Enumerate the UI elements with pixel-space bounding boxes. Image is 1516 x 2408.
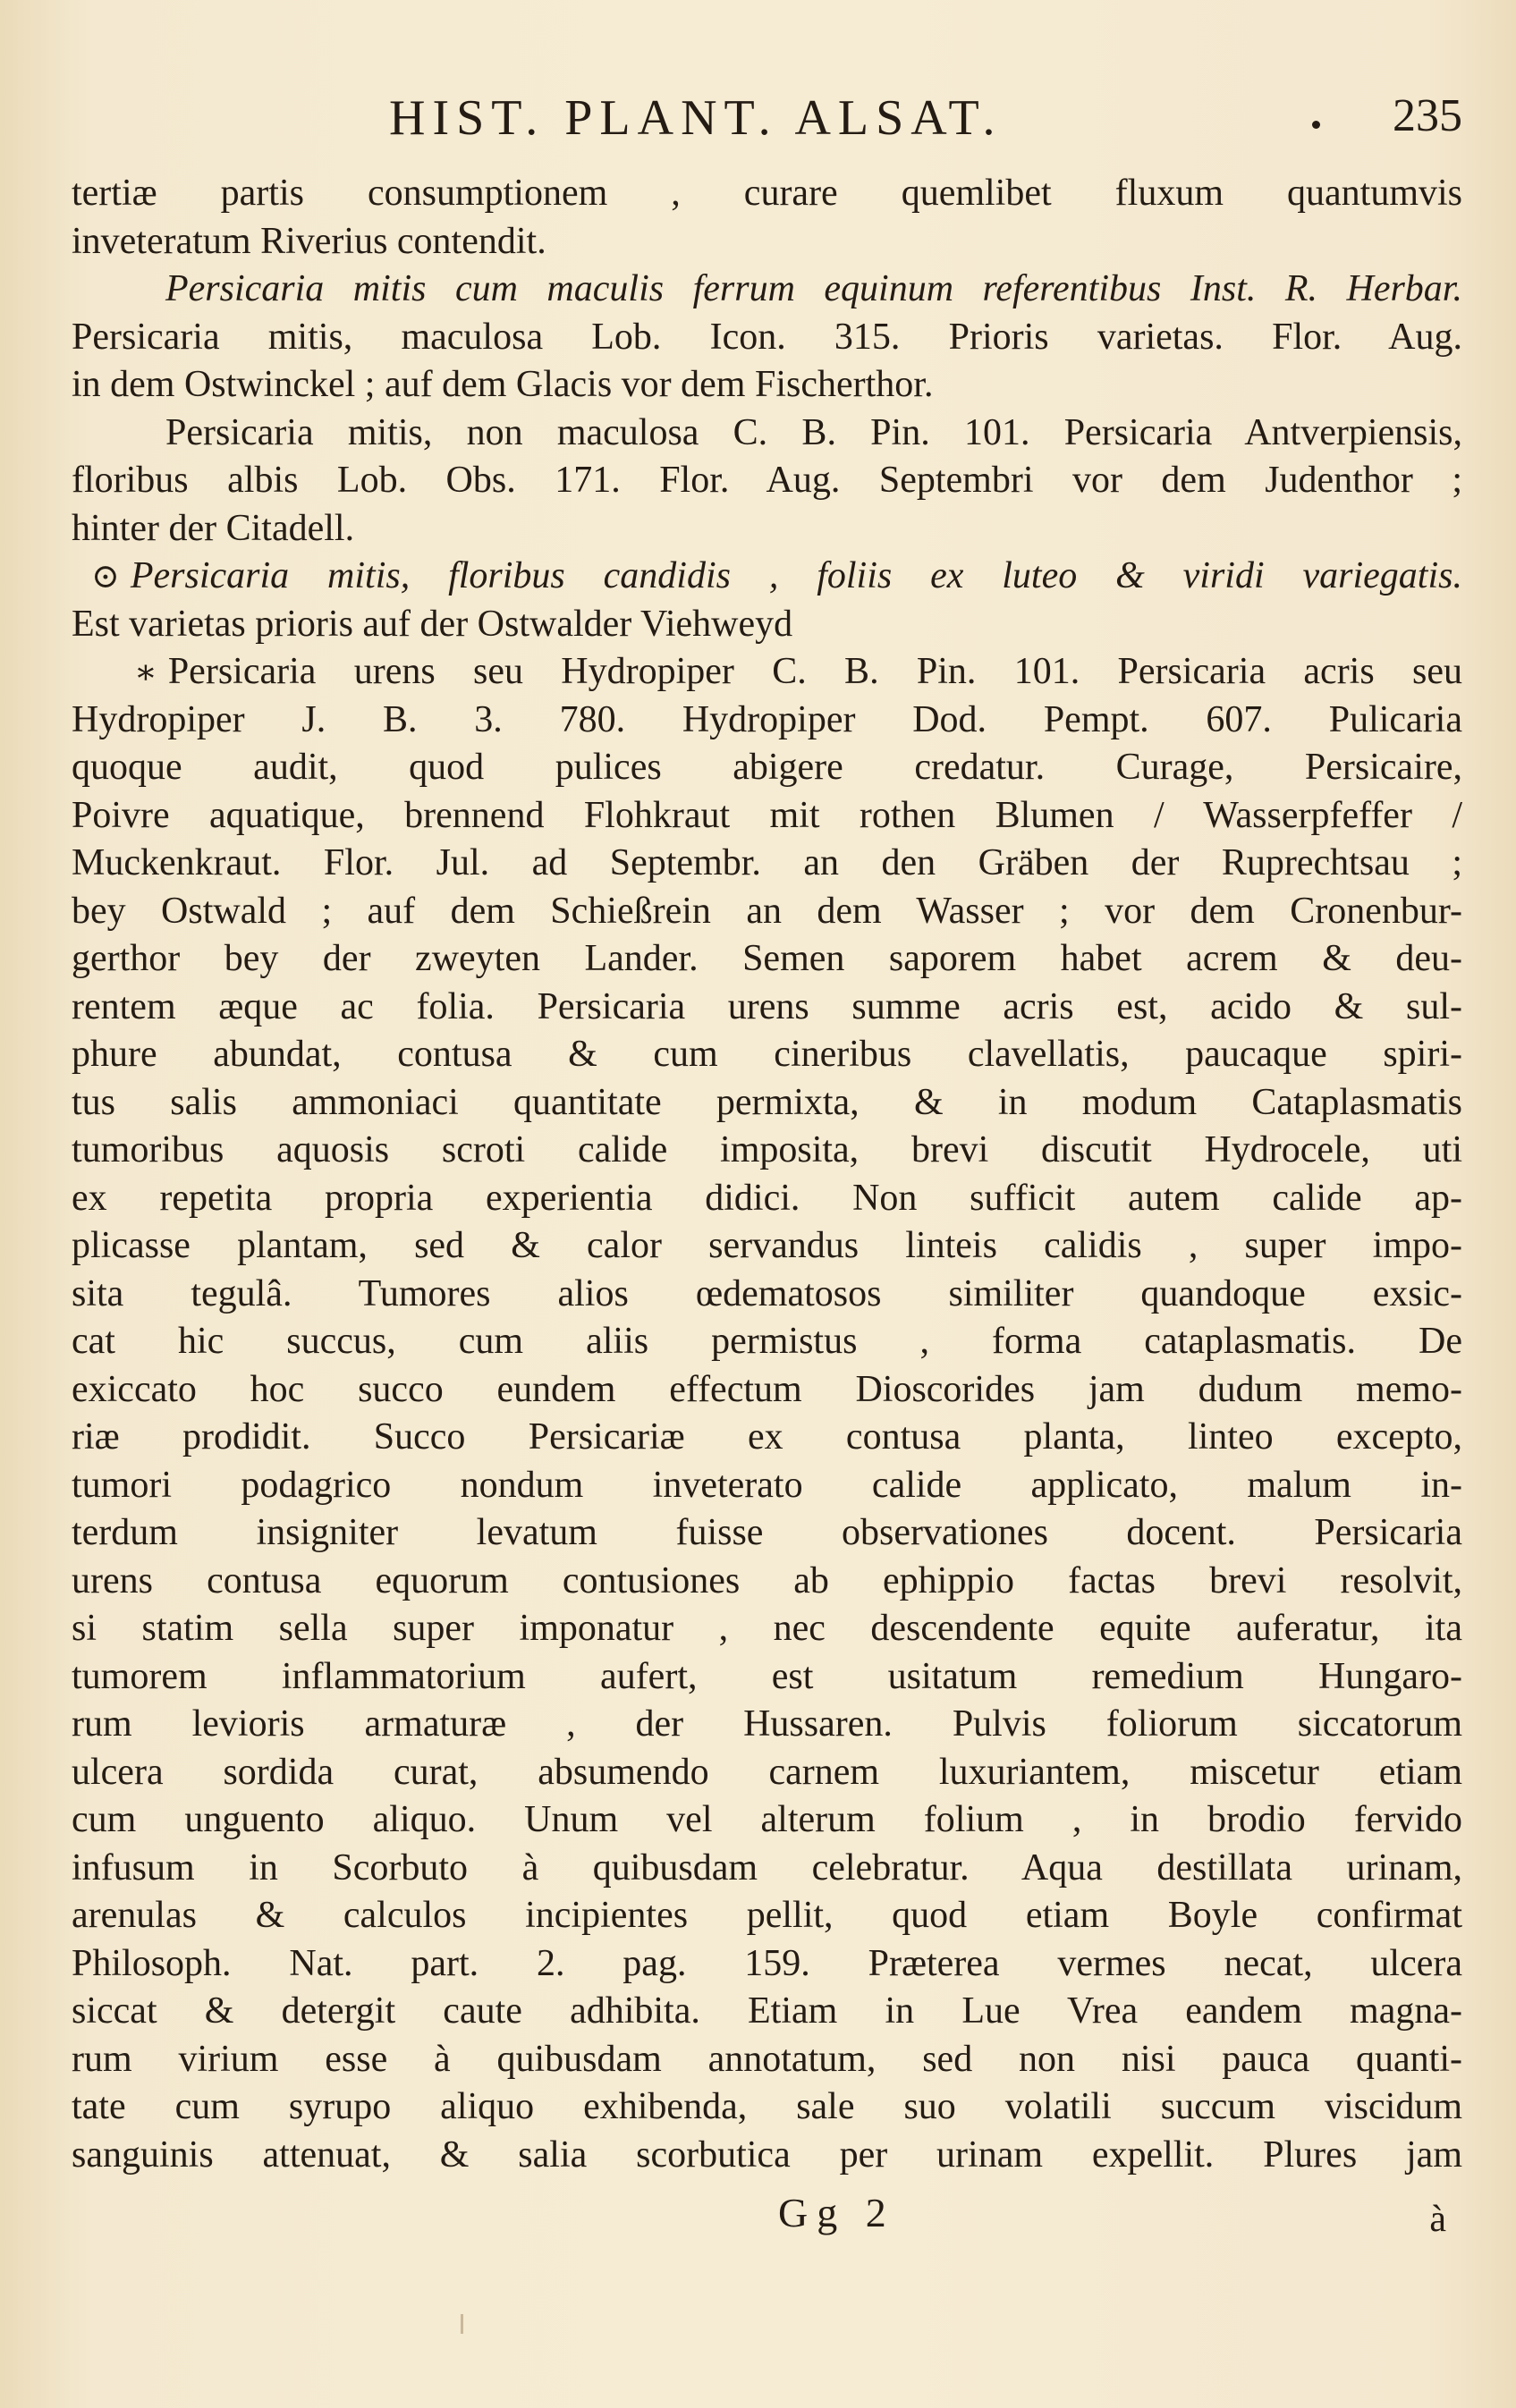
text-line xyxy=(72,553,1462,601)
catchword: à xyxy=(1429,2199,1446,2240)
text-line: rum levioris armaturæ , der Hussaren. Pulvis foliorum siccatorum xyxy=(72,1703,1462,1745)
text-line: siccat & detergit caute adhibita. Etiam in Lue Vrea eandem magna- xyxy=(72,1990,1462,2032)
text-line: tus salis ammoniaci quantitate permixta, & in modum Cataplasmatis xyxy=(72,1081,1462,1123)
page-number: 235 xyxy=(1393,90,1462,141)
synonym-italic: Persicaria mitis, floribus candidis , foliis ex luteo & viridi variegatis. xyxy=(130,555,1462,596)
text-line: floribus albis Lob. Obs. 171. Flor. Aug. Septembri vor dem Judenthor ; xyxy=(72,460,1462,501)
text-line: Hydropiper J. B. 3. 780. Hydropiper Dod. Pempt. 607. Pulicaria xyxy=(72,698,1462,740)
text-line: sita tegulâ. Tumores alios œdematosos similiter quandoque exsic- xyxy=(72,1272,1462,1314)
header-dot xyxy=(1312,121,1320,129)
text-line: Poivre aquatique, brennend Flohkraut mit rothen Blumen / Wasserpfeffer / xyxy=(72,794,1462,836)
text-line xyxy=(72,648,1462,697)
text-line: Persicaria mitis, non maculosa C. B. Pin. 101. Persicaria Antverpiensis, xyxy=(165,411,1462,453)
text-line: Philosoph. Nat. part. 2. pag. 159. Præterea vermes necat, ulcera xyxy=(72,1942,1462,1984)
text-line: Muckenkraut. Flor. Jul. ad Septembr. an den Gräben der Ruprechtsau ; xyxy=(72,842,1462,883)
running-title: HIST. PLANT. ALSAT. xyxy=(389,90,1003,146)
body-text xyxy=(72,170,1462,2179)
text-line: gerthor bey der zweyten Lander. Semen saporem habet acrem & deu- xyxy=(72,938,1462,979)
text-line: cat hic succus, cum aliis permistus , forma cataplasmatis. De xyxy=(72,1321,1462,1362)
text-line: rum virium esse à quibusdam annotatum, sed non nisi pauca quanti- xyxy=(72,2038,1462,2080)
text-line: exiccato hoc succo eundem effectum Dioscorides jam dudum memo- xyxy=(72,1368,1462,1410)
text-line: tertiæ partis consumptionem , curare quemlibet fluxum quantumvis xyxy=(72,173,1462,214)
text-line: bey Ostwald ; auf dem Schießrein an dem Wasser ; vor dem Cronenbur- xyxy=(72,890,1462,932)
text-line: Persicaria mitis, maculosa Lob. Icon. 315. Prioris varietas. Flor. Aug. xyxy=(72,316,1462,358)
text-line: in dem Ostwinckel ; auf dem Glacis vor dem Fischerthor. xyxy=(72,364,934,405)
text-span: Persicaria urens seu Hydropiper C. B. Pin. 101. Persicaria acris seu xyxy=(167,651,1462,692)
text-line: ulcera sordida curat, absumendo carnem luxuriantem, miscetur etiam xyxy=(72,1751,1462,1793)
text-line: tumorem inflammatorium aufert, est usitatum remedium Hungaro- xyxy=(72,1655,1462,1697)
text-line: si statim sella super imponatur , nec descendente equite auferatur, ita xyxy=(72,1608,1462,1649)
text-line: tumori podagrico nondum inveterato calide applicato, malum in- xyxy=(72,1464,1462,1506)
text-line: plicasse plantam, sed & calor servandus linteis calidis , super impo- xyxy=(72,1225,1462,1266)
text-line: ex repetita propria experientia didici. Non sufficit autem calide ap- xyxy=(72,1177,1462,1219)
page-header xyxy=(72,89,1462,152)
text-line: infusum in Scorbuto à quibusdam celebratur. Aqua destillata urinam, xyxy=(72,1846,1462,1888)
text-line: sanguinis attenuat, & salia scorbutica per urinam expellit. Plures jam xyxy=(72,2133,1462,2176)
star-marker-icon: ∗ xyxy=(134,654,157,691)
text-line: hinter der Citadell. xyxy=(72,507,355,549)
text-line: quoque audit, quod pulices abigere credatur. Curage, Persicaire, xyxy=(72,747,1462,788)
text-line: cum unguento aliquo. Unum vel alterum folium , in brodio fervido xyxy=(72,1799,1462,1840)
text-line: tumoribus aquosis scroti calide imposita, brevi discutit Hydrocele, uti xyxy=(72,1129,1462,1170)
text-line: inveteratum Riverius contendit. xyxy=(72,220,546,262)
text-line: arenulas & calculos incipientes pellit, quod etiam Boyle confirmat xyxy=(72,1895,1462,1936)
signature-mark: Gg 2 xyxy=(778,2190,895,2235)
circle-marker-icon: ⊙ xyxy=(91,558,120,596)
page-footer xyxy=(72,2189,1462,2243)
text-line: phure abundat, contusa & cum cineribus clavellatis, paucaque spiri- xyxy=(72,1034,1462,1075)
text-line: urens contusa equorum contusiones ab ephippio factas brevi resolvit, xyxy=(72,1559,1462,1601)
text-line xyxy=(72,266,1462,314)
synonym-italic: Persicaria mitis cum maculis ferrum equinum referentibus Inst. R. Herbar. xyxy=(165,268,1462,309)
text-line: riæ prodidit. Succo Persicariæ ex contusa planta, linteo excepto, xyxy=(72,1416,1462,1457)
paper-mark xyxy=(461,2314,463,2334)
text-line: rentem æque ac folia. Persicaria urens summe acris est, acido & sul- xyxy=(72,985,1462,1027)
text-line: tate cum syrupo aliquo exhibenda, sale suo volatili succum viscidum xyxy=(72,2086,1462,2127)
text-line: terdum insigniter levatum fuisse observationes docent. Persicaria xyxy=(72,1512,1462,1553)
text-line: Est varietas prioris auf der Ostwalder Viehweyd xyxy=(72,603,793,645)
